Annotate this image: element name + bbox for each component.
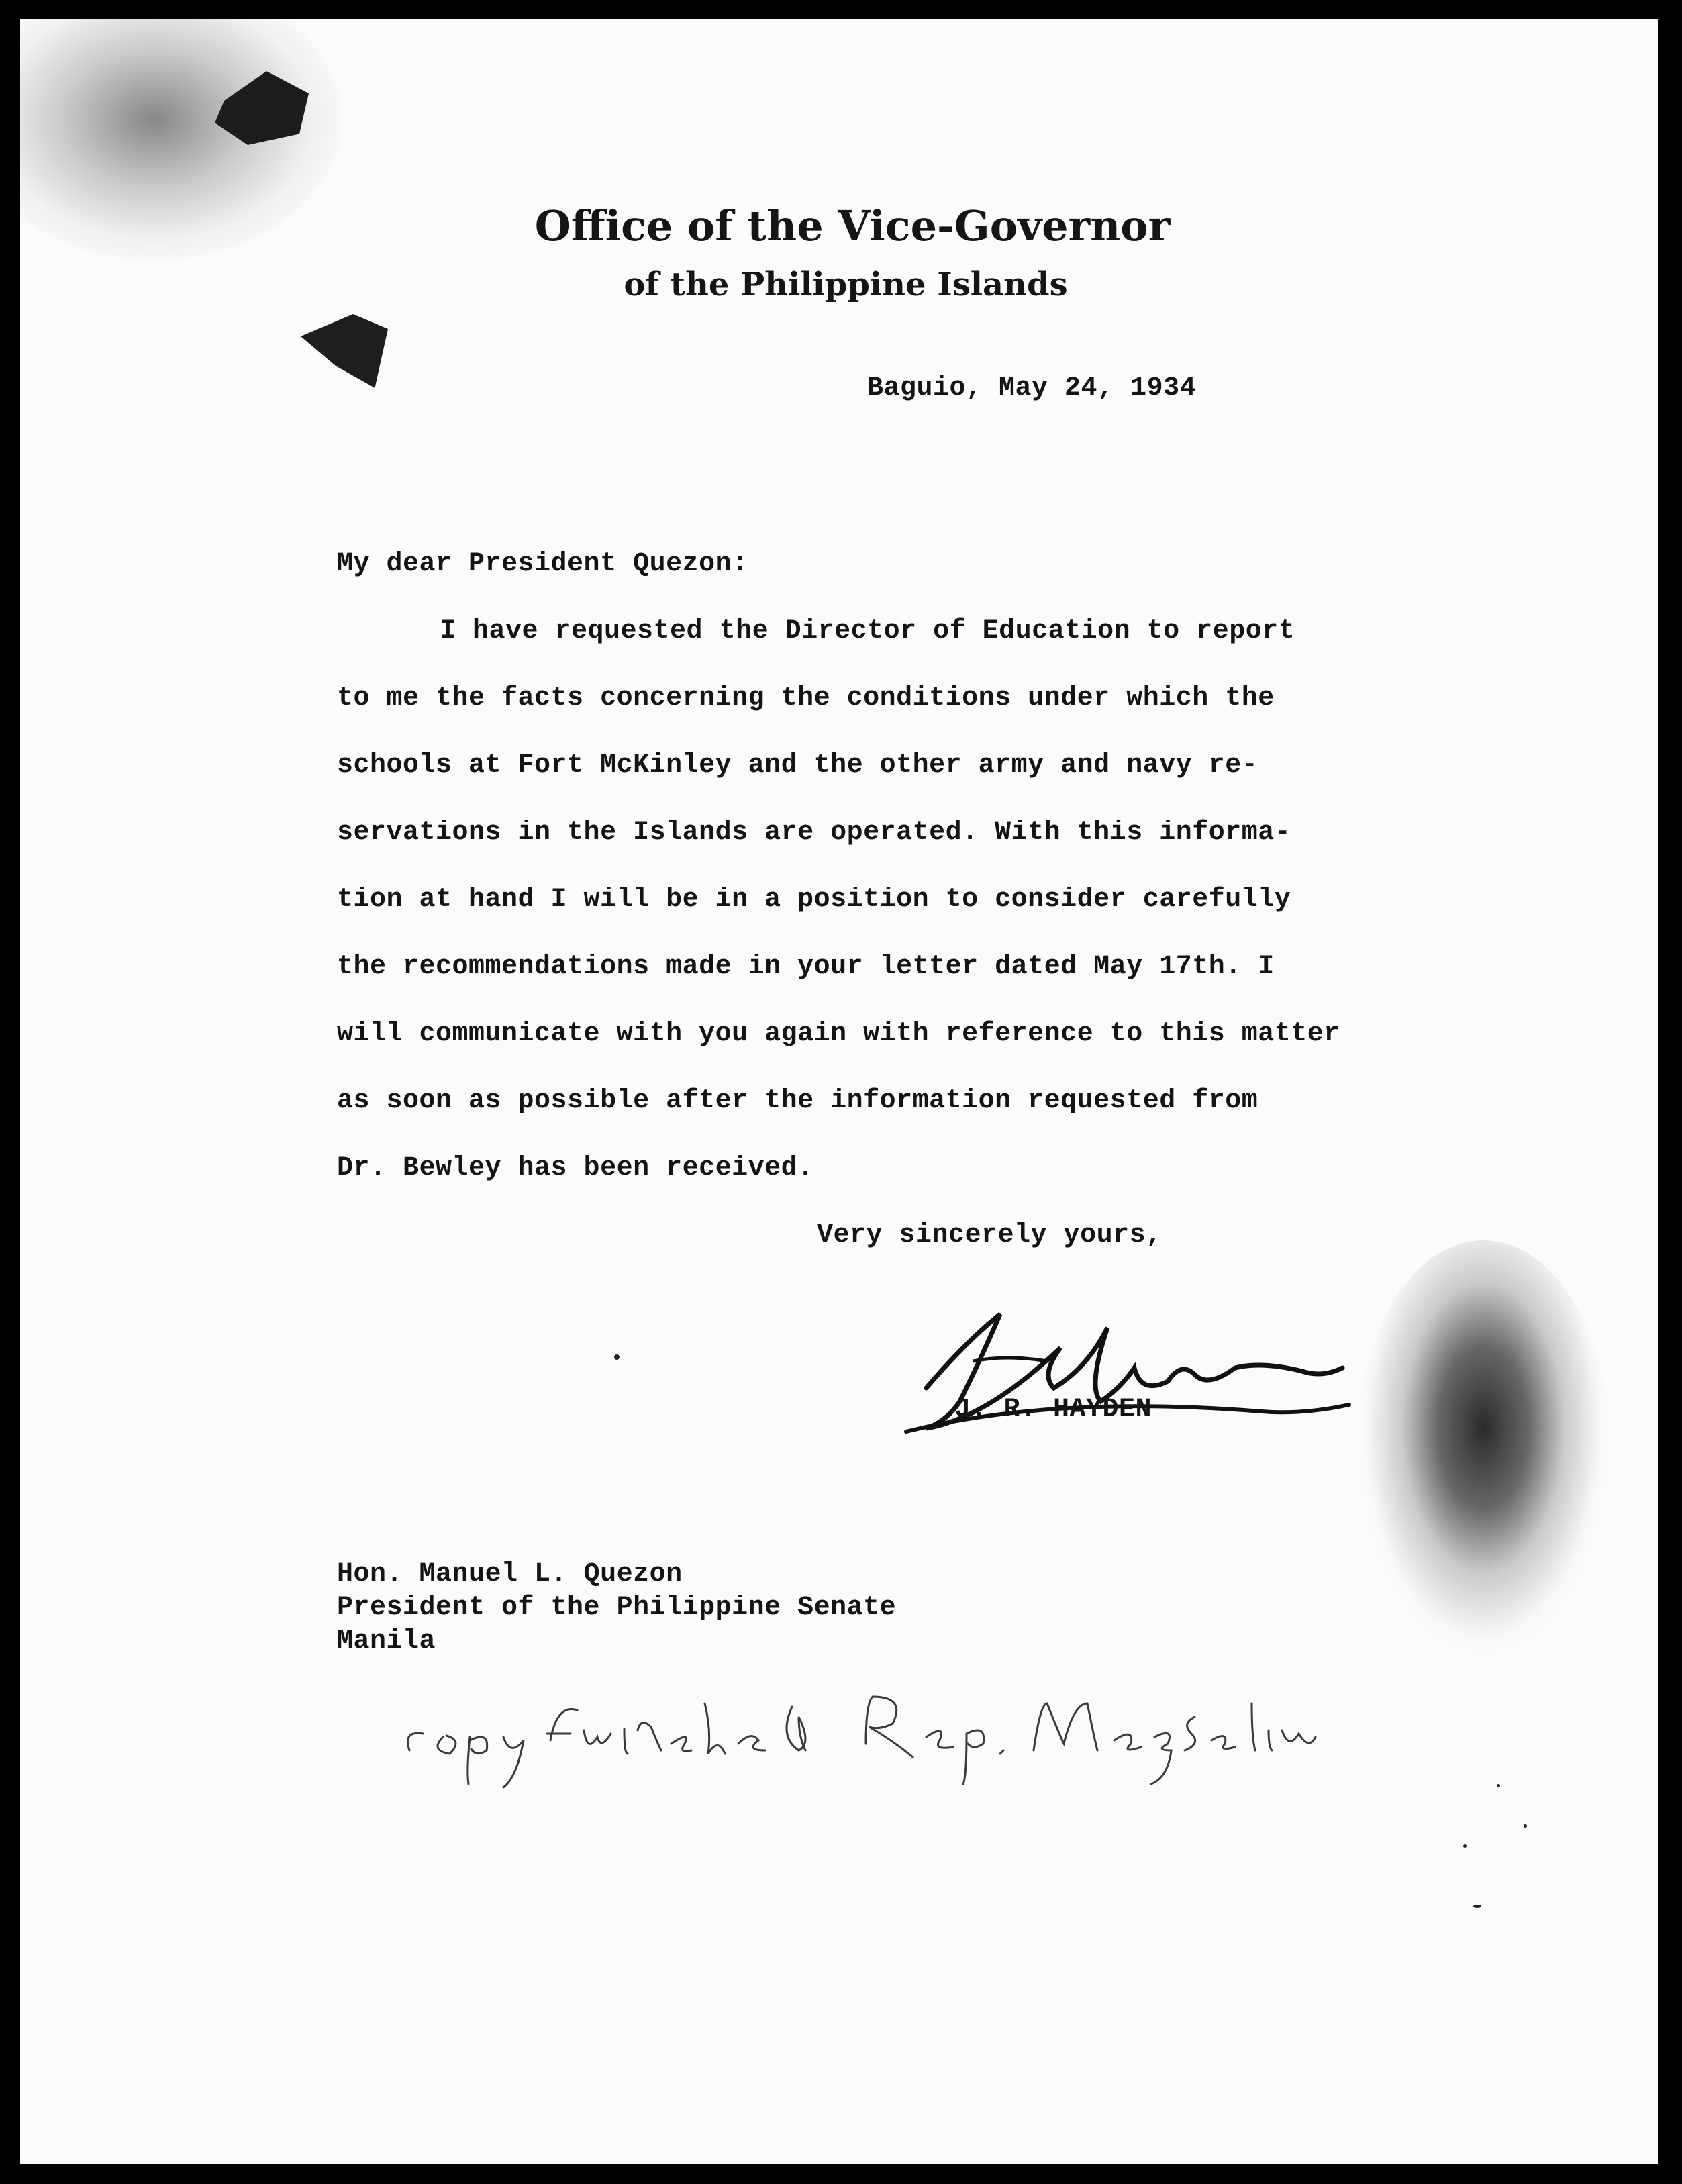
letter-page xyxy=(20,19,1658,2164)
letterhead-subtitle: of the Philippine Islands xyxy=(624,266,1068,303)
speck xyxy=(614,1354,620,1360)
closing: Very sincerely yours, xyxy=(817,1220,1162,1250)
speck xyxy=(1497,1784,1500,1787)
body-line: to me the facts concerning the conditions under which the xyxy=(337,683,1275,713)
body-line: will communicate with you again with reference to this matter xyxy=(337,1019,1340,1049)
addressee-line: Hon. Manuel L. Quezon xyxy=(337,1559,683,1589)
addressee-line: Manila xyxy=(337,1626,436,1656)
addressee-line: President of the Philippine Senate xyxy=(337,1593,897,1623)
ink-smudge xyxy=(1356,1240,1611,1656)
salutation: My dear President Quezon: xyxy=(337,549,748,579)
body-line: tion at hand I will be in a position to consider carefully xyxy=(337,885,1291,915)
body-line: the recommendations made in your letter dated May 17th. I xyxy=(337,952,1275,982)
body-line: Dr. Bewley has been received. xyxy=(337,1153,814,1183)
date-line: Baguio, May 24, 1934 xyxy=(867,373,1197,403)
speck xyxy=(1524,1824,1527,1828)
body-line: as soon as possible after the information requested from xyxy=(337,1086,1258,1116)
letterhead-title: Office of the Vice-Governor xyxy=(534,201,1171,250)
body-line: schools at Fort McKinley and the other army and navy re- xyxy=(337,750,1258,781)
signer-name: J. R. HAYDEN xyxy=(954,1395,1152,1425)
speck xyxy=(1473,1905,1481,1908)
body-line: I have requested the Director of Education to report xyxy=(440,616,1295,646)
ink-blot xyxy=(301,314,388,388)
speck xyxy=(1463,1844,1467,1848)
handwritten-note xyxy=(396,1677,1336,1791)
body-line: servations in the Islands are operated. With this informa- xyxy=(337,817,1291,848)
